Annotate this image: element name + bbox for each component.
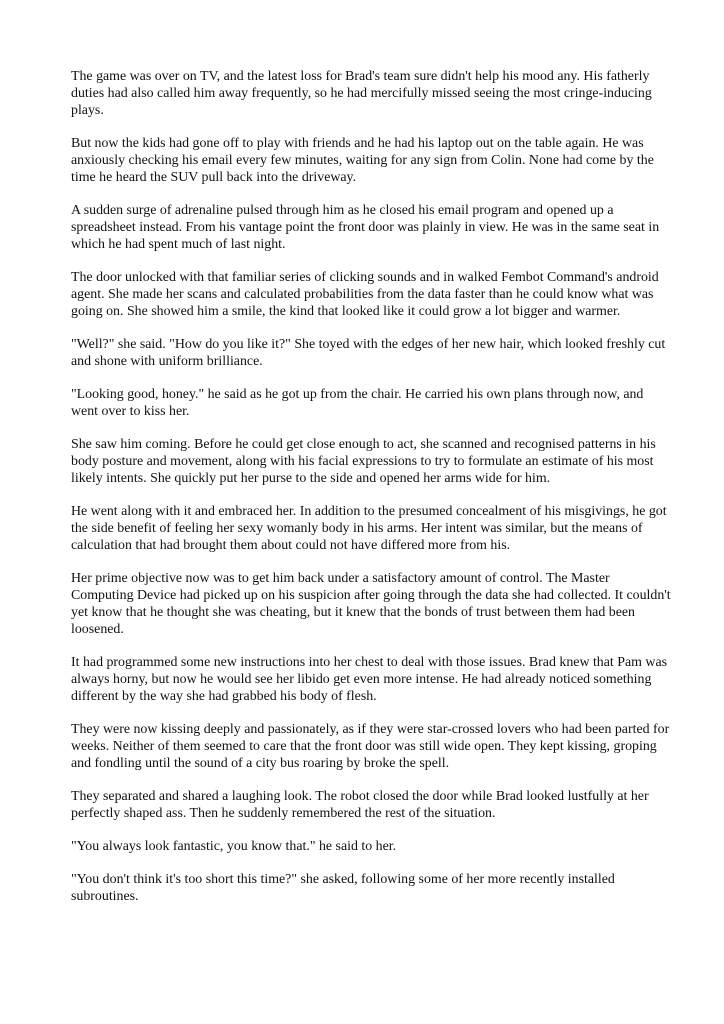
paragraph: He went along with it and embraced her. In addition to the presumed concealment of his misgivings, he got the side benefit of feeling her sexy womanly body in his arms. Her intent was similar, but the means of calculation that had brought them about could not have differed more from his. (71, 504, 667, 553)
paragraph: A sudden surge of adrenaline pulsed through him as he closed his email program and opened up a spreadsheet instead. From his vantage point the front door was plainly in view. He was in the same seat in which he had spent much of last night. (71, 203, 660, 252)
paragraph: "You always look fantastic, you know that." he said to her. (71, 839, 397, 854)
paragraph: They were now kissing deeply and passionately, as if they were star-crossed lovers who had been parted for weeks. Neither of them seemed to care that the front door was still wide open. They kept kissing, groping and fondling until the sound of a city bus roaring by broke the spell. (71, 722, 670, 771)
paragraph: "Well?" she said. "How do you like it?" She toyed with the edges of her new hair, which looked freshly cut and shone with uniform brilliance. (71, 337, 666, 369)
document-page (71, 68, 671, 921)
paragraph: Her prime objective now was to get him back under a satisfactory amount of control. The Master Computing Device had picked up on his suspicion after going through the data she had collected. It couldn't yet know that he thought she was cheating, but it knew that the bonds of trust between them had been loosened. (71, 571, 671, 637)
paragraph: "You don't think it's too short this time?" she asked, following some of her more recently installed subroutines. (71, 872, 615, 904)
paragraph: The game was over on TV, and the latest loss for Brad's team sure didn't help his mood any. His fatherly duties had also called him away frequently, so he had mercifully missed seeing the most cringe-inducing plays. (71, 69, 652, 118)
paragraph: It had programmed some new instructions into her chest to deal with those issues. Brad knew that Pam was always horny, but now he would see her libido get even more intense. He had already noticed something different by the way she had grabbed his body of flesh. (71, 655, 668, 704)
paragraph: She saw him coming. Before he could get close enough to act, she scanned and recognised patterns in his body posture and movement, along with his facial expressions to try to formulate an estimate of his most likely intents. She quickly put her purse to the side and opened her arms wide for him. (71, 437, 656, 486)
paragraph: But now the kids had gone off to play with friends and he had his laptop out on the table again. He was anxiously checking his email every few minutes, waiting for any sign from Colin. None had come by the time he heard the SUV pull back into the driveway. (71, 136, 654, 185)
paragraph: "Looking good, honey." he said as he got up from the chair. He carried his own plans through now, and went over to kiss her. (71, 387, 644, 419)
paragraph: They separated and shared a laughing look. The robot closed the door while Brad looked lustfully at her perfectly shaped ass. Then he suddenly remembered the rest of the situation. (71, 789, 649, 821)
paragraph: The door unlocked with that familiar series of clicking sounds and in walked Fembot Command's android agent. She made her scans and calculated probabilities from the data faster than he could know what was going on. She showed him a smile, the kind that looked like it could grow a lot bigger and warmer. (71, 270, 659, 319)
